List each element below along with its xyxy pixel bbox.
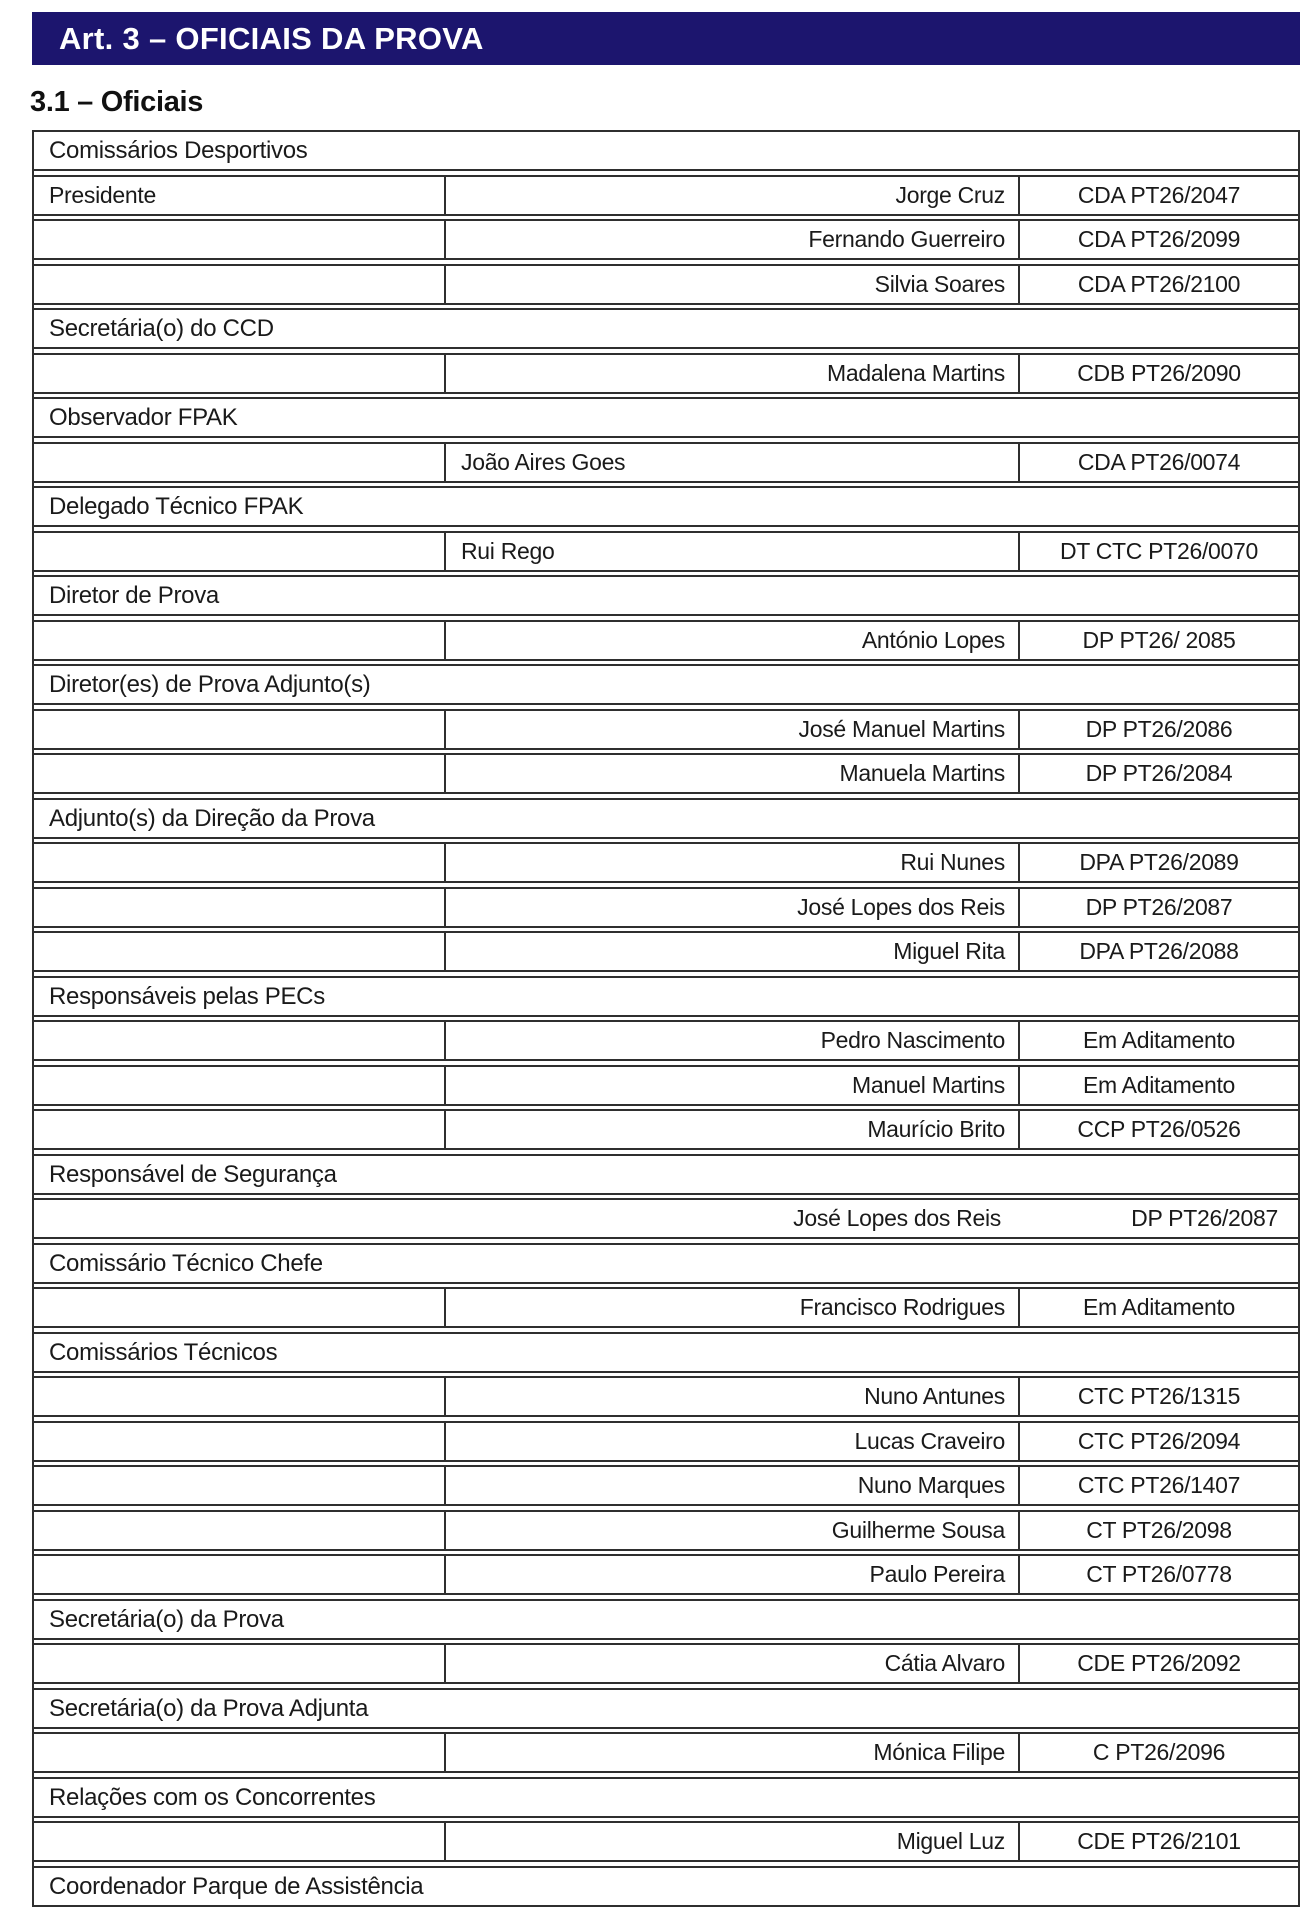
name-cell: Manuel Martins (446, 1067, 1020, 1104)
name-cell: Silvia Soares (446, 266, 1020, 303)
role-cell (34, 266, 446, 303)
category-row (34, 798, 1298, 839)
role-cell (34, 1022, 446, 1059)
category-label: Adjunto(s) da Direção da Prova (49, 804, 375, 832)
official-row (34, 620, 1298, 661)
role-cell (34, 1467, 446, 1504)
name-cell: José Lopes dos Reis (446, 889, 1020, 926)
name-cell: Pedro Nascimento (446, 1022, 1020, 1059)
license-cell: DPA PT26/2088 (1079, 938, 1239, 964)
license-cell: DP PT26/ 2085 (1082, 626, 1236, 653)
official-row (34, 1643, 1298, 1684)
license-cell: C PT26/2096 (1092, 1739, 1226, 1765)
role-cell (34, 533, 446, 570)
license-cell: DT CTC PT26/0070 (1059, 537, 1259, 564)
category-row (34, 1332, 1298, 1373)
official-row (34, 842, 1298, 883)
name-cell: Jorge Cruz (446, 177, 1020, 214)
article-header-title: Art. 3 – OFICIAIS DA PROVA (59, 20, 484, 56)
role-cell (34, 1378, 446, 1415)
role-cell (34, 444, 446, 481)
official-row (34, 1421, 1298, 1462)
name-cell: Francisco Rodrigues (446, 1289, 1020, 1326)
official-row (34, 1732, 1298, 1773)
license-cell: CDA PT26/2100 (1077, 270, 1241, 297)
official-row-merged (34, 1198, 1298, 1239)
official-row (34, 1376, 1298, 1417)
category-row (34, 664, 1298, 705)
name-cell: Rui Nunes (446, 844, 1020, 881)
official-row (34, 887, 1298, 928)
role-cell (34, 1111, 446, 1148)
license-cell: Em Aditamento (1082, 1027, 1236, 1053)
category-row (34, 1243, 1298, 1284)
license-cell: CDA PT26/2099 (1077, 226, 1241, 252)
name-cell: Manuela Martins (446, 755, 1020, 792)
official-row (34, 1109, 1298, 1150)
category-label: Comissários Técnicos (49, 1338, 278, 1366)
category-row (34, 1777, 1298, 1818)
role-cell (34, 1645, 446, 1682)
license-cell: CTC PT26/1407 (1077, 1472, 1241, 1498)
name-cell: Guilherme Sousa (446, 1512, 1020, 1549)
license-cell: DP PT26/2086 (1085, 715, 1233, 742)
name-cell: Madalena Martins (446, 355, 1020, 392)
official-row (34, 1020, 1298, 1061)
license-cell: CT PT26/2098 (1086, 1516, 1232, 1543)
official-row (34, 753, 1298, 794)
license-cell: DP PT26/2087 (1085, 893, 1233, 920)
category-label: Coordenador Parque de Assistência (49, 1872, 424, 1900)
category-row (34, 575, 1298, 616)
license-cell: DP PT26/2084 (1085, 760, 1233, 786)
category-label: Comissários Desportivos (49, 137, 308, 164)
category-row (34, 486, 1298, 527)
official-row (34, 1465, 1298, 1506)
role-cell (34, 1823, 446, 1860)
category-label: Secretária(o) da Prova Adjunta (49, 1694, 369, 1722)
role-cell (34, 933, 446, 970)
license-cell: CDE PT26/2101 (1077, 1828, 1241, 1854)
official-row (34, 709, 1298, 750)
role-cell (34, 711, 446, 748)
official-row (34, 353, 1298, 394)
name-cell: Miguel Rita (446, 933, 1020, 970)
official-row (34, 1821, 1298, 1862)
name-cell: Cátia Alvaro (446, 1645, 1020, 1682)
category-row (34, 397, 1298, 438)
category-label: Secretária(o) da Prova (49, 1605, 284, 1633)
official-row (34, 931, 1298, 972)
license-cell: CDE PT26/2092 (1077, 1650, 1241, 1676)
document-page (0, 12, 1314, 1907)
category-label: Responsáveis pelas PECs (49, 982, 325, 1010)
name-cell: José Lopes dos Reis (793, 1205, 1001, 1231)
category-row (34, 976, 1298, 1017)
category-row (34, 1599, 1298, 1640)
role-cell (34, 1067, 446, 1104)
official-row (34, 1510, 1298, 1551)
role-cell (34, 1734, 446, 1771)
category-row (34, 308, 1298, 349)
license-cell: CDA PT26/2047 (1077, 181, 1241, 208)
name-cell: Nuno Marques (446, 1467, 1020, 1504)
license-cell: CT PT26/0778 (1086, 1561, 1232, 1587)
license-cell: Em Aditamento (1082, 1071, 1236, 1098)
license-cell: CTC PT26/1315 (1077, 1383, 1241, 1409)
official-row (34, 264, 1298, 305)
license-cell: CDA PT26/0074 (1077, 448, 1241, 475)
role-cell (34, 221, 446, 258)
name-cell: Paulo Pereira (446, 1556, 1020, 1593)
category-label: Secretária(o) do CCD (49, 315, 274, 342)
name-cell: Fernando Guerreiro (446, 221, 1020, 258)
official-row (34, 175, 1298, 216)
name-cell: António Lopes (446, 622, 1020, 659)
license-cell: DPA PT26/2089 (1079, 849, 1239, 875)
name-cell: Nuno Antunes (446, 1378, 1020, 1415)
official-row (34, 442, 1298, 483)
article-header-bar (32, 12, 1300, 65)
name-cell: Rui Rego (446, 533, 1020, 570)
official-row (34, 219, 1298, 260)
name-cell: Miguel Luz (446, 1823, 1020, 1860)
category-label: Diretor de Prova (49, 582, 219, 609)
name-cell: João Aires Goes (446, 444, 1020, 481)
role-cell (34, 755, 446, 792)
official-row (34, 1554, 1298, 1595)
category-label: Comissário Técnico Chefe (49, 1249, 323, 1277)
role-cell (34, 889, 446, 926)
license-cell: Em Aditamento (1082, 1294, 1236, 1320)
category-row (34, 132, 1298, 171)
subsection-title: 3.1 – Oficiais (30, 86, 204, 118)
officials-table (32, 130, 1300, 1907)
name-cell: Mónica Filipe (446, 1734, 1020, 1771)
official-row (34, 1287, 1298, 1328)
name-cell: Lucas Craveiro (446, 1423, 1020, 1460)
category-row (34, 1866, 1298, 1905)
license-cell: CDB PT26/2090 (1077, 359, 1241, 386)
category-label: Delegado Técnico FPAK (49, 493, 304, 520)
category-label: Diretor(es) de Prova Adjunto(s) (49, 671, 371, 698)
category-label: Relações com os Concorrentes (49, 1783, 376, 1811)
role-cell (34, 355, 446, 392)
name-cell: Maurício Brito (446, 1111, 1020, 1148)
category-label: Responsável de Segurança (49, 1160, 337, 1188)
category-row (34, 1154, 1298, 1195)
role-cell (34, 1289, 446, 1326)
name-cell: José Manuel Martins (446, 711, 1020, 748)
role-cell (34, 1512, 446, 1549)
license-cell: CCP PT26/0526 (1077, 1116, 1241, 1142)
category-row (34, 1688, 1298, 1729)
official-row (34, 531, 1298, 572)
role-cell (34, 1556, 446, 1593)
license-cell: DP PT26/2087 (1131, 1205, 1278, 1231)
role-cell: Presidente (34, 177, 446, 214)
official-row (34, 1065, 1298, 1106)
category-label: Observador FPAK (49, 404, 238, 431)
role-cell (34, 622, 446, 659)
role-cell (34, 844, 446, 881)
license-cell: CTC PT26/2094 (1077, 1427, 1241, 1454)
role-cell (34, 1423, 446, 1460)
